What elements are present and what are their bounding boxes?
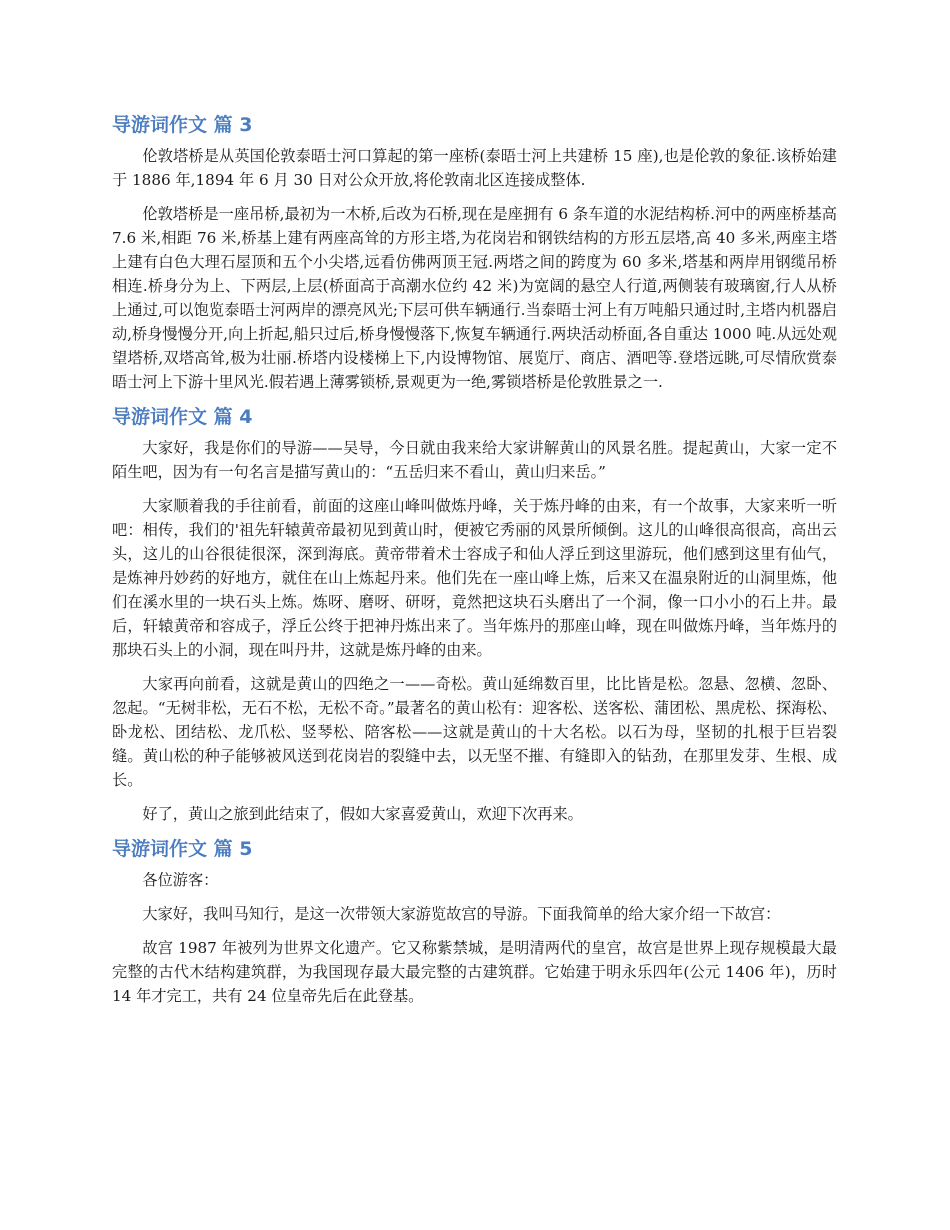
paragraph: 伦敦塔桥是一座吊桥,最初为一木桥,后改为石桥,现在是座拥有 6 条车道的水泥结构桥.河中的两座桥基高 7.6 米,相距 76 米,桥基上建有两座高耸的方形主塔,为花岗岩和钢铁结构的方形五层塔,高 40 多米,两座主塔上建有白色大理石屋顶和五个小尖塔,远看仿佛两顶王冠.两塔之间的跨度为 60 多米,塔基和两岸用钢缆吊桥相连.桥身分为上、下两层,上层(桥面高于高潮水位约 42 米)为宽阔的悬空人行道,两侧装有玻璃窗,行人从桥上通过,可以饱览泰晤士河两岸的漂亮风光;下层可供车辆通行.当泰晤士河上有万吨船只通过时,主塔内机器启动,桥身慢慢分开,向上折起,船只过后,桥身慢慢落下,恢复车辆通行.两块活动桥面,各自重达 1000 吨.从远处观望塔桥,双塔高耸,极为壮丽.桥塔内设楼梯上下,内设博物馆、展览厅、商店、酒吧等.登塔远眺,可尽情欣赏泰晤士河上下游十里风光.假若遇上薄雾锁桥,景观更为一绝,雾锁塔桥是伦敦胜景之一. [112,205,837,391]
paragraph: 各位游客： [142,871,219,889]
paragraph: 大家好，我叫马知行，是这一次带领大家游览故宫的导游。下面我简单的给大家介绍一下故宫： [142,905,781,923]
section-3 [112,112,837,394]
paragraph: 大家再向前看，这就是黄山的四绝之一——奇松。黄山延绵数百里，比比皆是松。忽悬、忽横、忽卧、忽起。“无树非松，无石不松，无松不奇。”最著名的黄山松有：迎客松、送客松、蒲团松、黑虎松、探海松、卧龙松、团结松、龙爪松、竖琴松、陪客松——这就是黄山的十大名松。以石为母，坚韧的扎根于巨岩裂缝。黄山松的种子能够被风送到花岗岩的裂缝中去，以无坚不摧、有缝即入的钻劲，在那里发芽、生根、成长。 [112,675,837,789]
paragraph: 大家好，我是你们的导游——吴导，今日就由我来给大家讲解黄山的风景名胜。提起黄山，大家一定不陌生吧，因为有一句名言是描写黄山的：“五岳归来不看山，黄山归来岳。” [112,439,837,481]
paragraph: 伦敦塔桥是从英国伦敦泰晤士河口算起的第一座桥(泰晤士河上共建桥 15 座),也是伦敦的象征.该桥始建于 1886 年,1894 年 6 月 30 日对公众开放,将伦敦南北区连接成整体. [112,147,837,189]
section-5 [112,836,837,1008]
document-page [112,112,837,1018]
section-title: 导游词作文 篇 3 [112,114,253,136]
paragraph: 大家顺着我的手往前看，前面的这座山峰叫做炼丹峰，关于炼丹峰的由来，有一个故事，大家来听一听吧：相传，我们的'祖先轩辕黄帝最初见到黄山时，便被它秀丽的风景所倾倒。这儿的山峰很高很高，高出云头，这儿的山谷很徒很深，深到海底。黄帝带着术士容成子和仙人浮丘到这里游玩，他们感到这里有仙气，是炼神丹妙药的好地方，就住在山上炼起丹来。他们先在一座山峰上炼，后来又在温泉附近的山洞里炼，他们在溪水里的一块石头上炼。炼呀、磨呀、研呀，竟然把这块石头磨出了一个洞，像一口小小的石上井。最后，轩辕黄帝和容成子，浮丘公终于把神丹炼出来了。当年炼丹的那座山峰，现在叫做炼丹峰，当年炼丹的那块石头上的小洞，现在叫丹井，这就是炼丹峰的由来。 [112,497,837,659]
paragraph: 故宫 1987 年被列为世界文化遗产。它又称紫禁城，是明清两代的皇宫，故宫是世界上现存规模最大最完整的古代木结构建筑群，为我国现存最大最完整的古建筑群。它始建于明永乐四年(公元 1406 年)，历时 14 年才完工，共有 24 位皇帝先后在此登基。 [112,939,837,1005]
section-title: 导游词作文 篇 5 [112,838,253,860]
paragraph: 好了，黄山之旅到此结束了，假如大家喜爱黄山，欢迎下次再来。 [142,805,583,823]
section-title: 导游词作文 篇 4 [112,406,253,428]
section-4 [112,404,837,826]
